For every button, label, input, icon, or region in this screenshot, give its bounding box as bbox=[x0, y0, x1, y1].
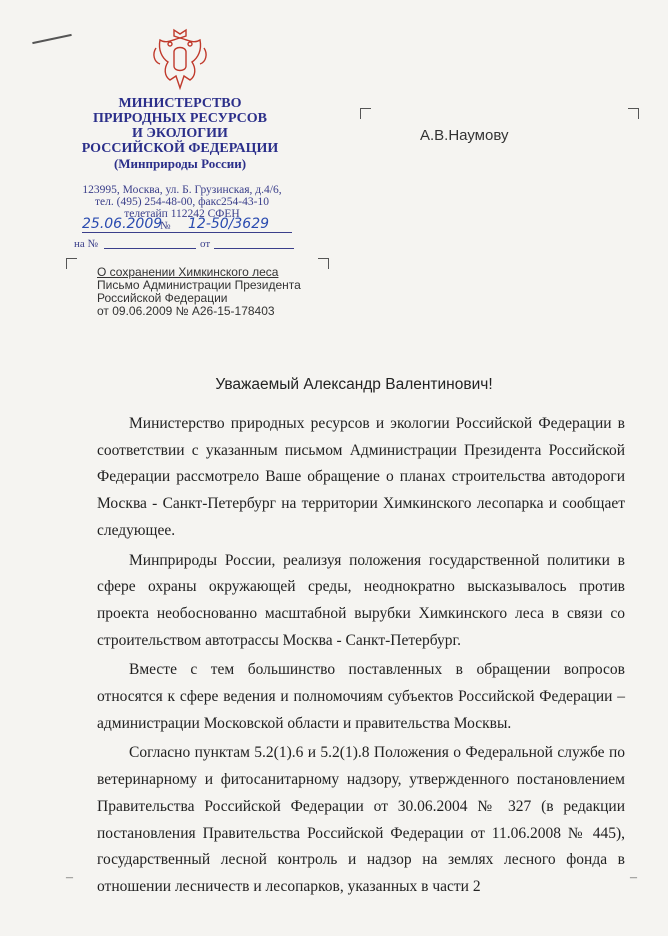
salutation: Уважаемый Александр Валентинович! bbox=[215, 376, 493, 393]
ref-number-label: на № bbox=[74, 238, 99, 250]
paragraph: Министерство природных ресурсов и экологии Российской Федерации в соответствии с указанным письмом Администрации Президента Российской Федерации рассмотрело Ваше обращение о планах строительства автодороги Москва - Санкт-Петербург на территории Химкинского лесопарка и сообщает следующее. bbox=[97, 415, 625, 539]
subject-block bbox=[97, 266, 327, 318]
subject-line: О сохранении Химкинского леса bbox=[97, 265, 279, 279]
addressee: А.В.Наумову bbox=[420, 127, 509, 144]
paragraph: Согласно пунктам 5.2(1).6 и 5.2(1).8 Положения о Федеральной службе по ветеринарному и фитосанитарному надзору, утвержденного постановлением Правительства Российской Федерации от 30.06.2004 № 327 (в редакции постановления Правительства Российской Федерации от 11.06.2008 № 445), государственный лесной контроль и надзор на землях лесного фонда в отношении лесничеств и лесопарков, указанных в части 2 bbox=[97, 744, 625, 895]
outgoing-rule bbox=[82, 232, 292, 233]
pen-stroke bbox=[32, 34, 72, 44]
outgoing-date: 25.06.2009 bbox=[82, 216, 163, 232]
ministry-address bbox=[72, 184, 292, 220]
ref-number-rule bbox=[104, 248, 196, 249]
subject-line: Письмо Администрации Президента bbox=[97, 278, 301, 292]
paragraph: Вместе с тем большинство поставленных в обращении вопросов относятся к сфере ведения и полномочиям субъектов Российской Федерации – администрации Московской области и правительства Москвы. bbox=[97, 661, 625, 732]
corner-mark bbox=[66, 258, 77, 269]
coat-of-arms-icon bbox=[150, 28, 210, 94]
subject-line: Российской Федерации bbox=[97, 291, 228, 305]
corner-mark bbox=[360, 108, 371, 119]
org-line: РОССИЙСКОЙ ФЕДЕРАЦИИ bbox=[81, 141, 279, 156]
margin-dash: – bbox=[66, 870, 73, 885]
org-line: МИНИСТЕРСТВО bbox=[118, 96, 242, 111]
ministry-name bbox=[70, 96, 290, 171]
subject-line: от 09.06.2009 № А26-15-178403 bbox=[97, 304, 275, 318]
org-line: И ЭКОЛОГИИ bbox=[132, 126, 228, 141]
address-line: тел. (495) 254-48-00, факс254-43-10 bbox=[95, 196, 269, 208]
address-line: 123995, Москва, ул. Б. Грузинская, д.4/6, bbox=[82, 184, 282, 196]
outgoing-number: 12-50/3629 bbox=[188, 216, 270, 232]
paragraph: Минприроды России, реализуя положения государственной политики в сфере охраны окружающей среды, неоднократно высказывалось против проекта необоснованно масштабной вырубки Химкинского леса в связи со строительством автотрассы Москва - Санкт-Петербург. bbox=[97, 551, 625, 649]
ref-from-label: от bbox=[200, 238, 211, 250]
org-line: ПРИРОДНЫХ РЕСУРСОВ bbox=[92, 111, 268, 126]
org-short-name: (Минприроды России) bbox=[113, 156, 247, 171]
address-line: телетайп 112242 СФЕН bbox=[124, 208, 240, 220]
outgoing-number-label: № bbox=[160, 220, 171, 232]
letter-body bbox=[97, 411, 625, 904]
ref-from-rule bbox=[214, 248, 294, 249]
margin-dash: – bbox=[630, 870, 637, 885]
corner-mark bbox=[628, 108, 639, 119]
